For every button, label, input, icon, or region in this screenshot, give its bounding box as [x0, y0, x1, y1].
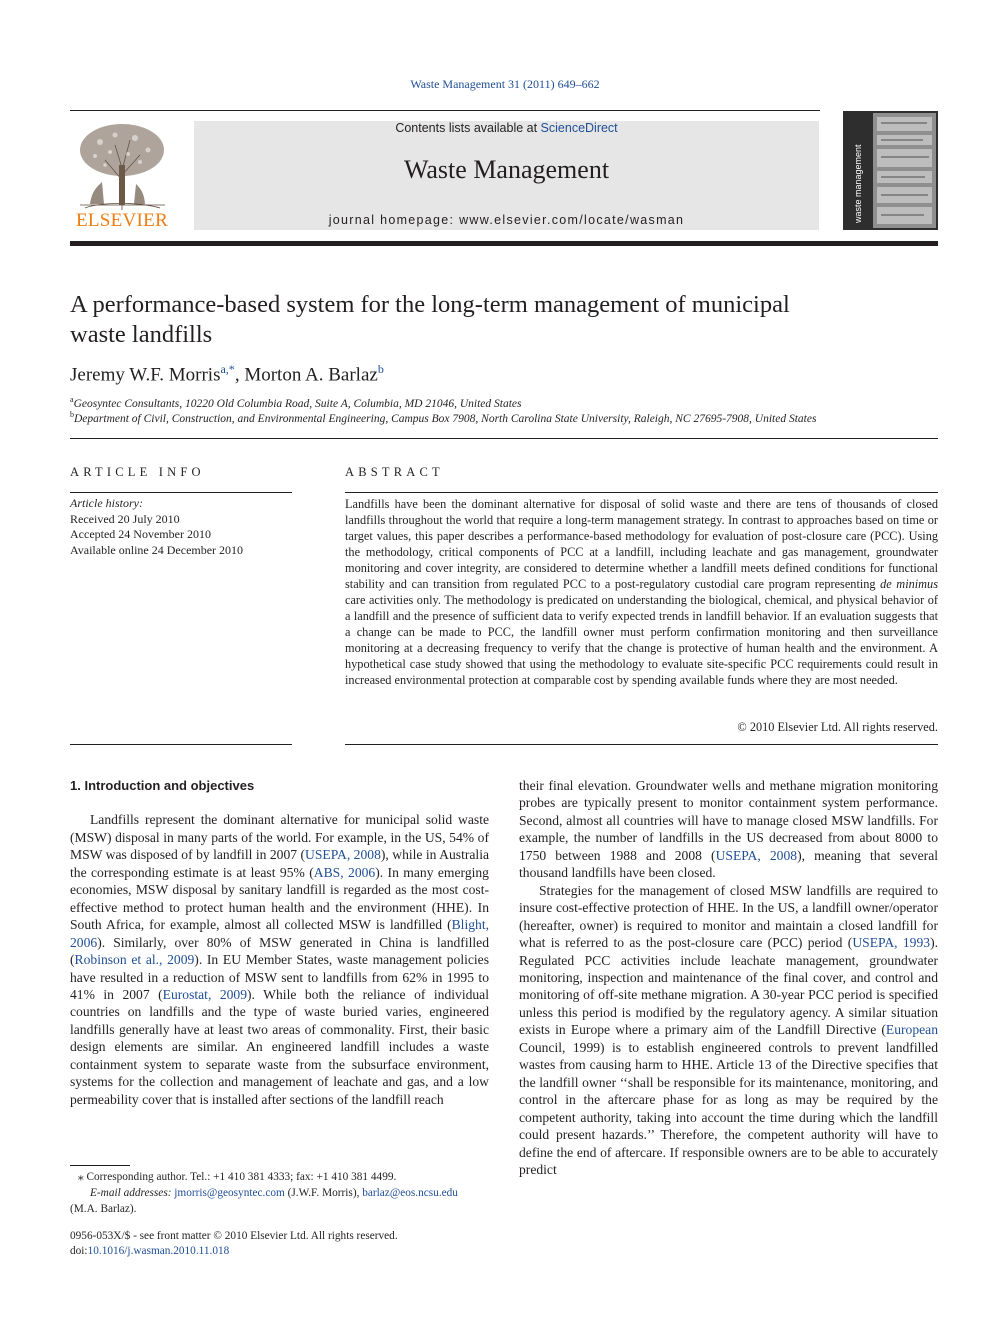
doi-label: doi: [70, 1245, 88, 1257]
citation-link[interactable]: European [885, 1022, 938, 1038]
paragraph-text: ). In many emerging economies, MSW disposal by sanitary landfill is regarded as the most cost-effective method to protect human health and the environment (HHE). In South Africa, for example, almost all collected MSW is landfilled ( [70, 864, 489, 933]
affil-b-marker: b [70, 410, 74, 419]
footnote-emails [70, 1185, 490, 1201]
front-matter-notice [70, 1229, 398, 1259]
abstract-part-2: care activities only. The methodology is predicated on understanding the biological, chemical, and physical behavior of a landfill and the presence of sufficient data to verify expected trends in landfill behavior. If an evaluation suggests that a change can be made to PCC, the landfill owner must perform confirmation monitoring and then surveillance monitoring at a decreasing frequency to verify that the change is protective of human health and the environment. A hypothetical case study showed that using the methodology to evaluate site-specific PCC requirements could result in increased environmental protection at comparable cost by spending available funds where they are most needed. [345, 593, 938, 687]
paragraph-text: Landfills represent the dominant alternative for municipal solid waste (MSW) disposal in many parts of the world. For example, in the US, 54% of MSW was disposed of by landfill in 2007 ( [70, 812, 489, 863]
citation-link[interactable]: USEPA, 2008 [305, 847, 381, 863]
email-morris-link[interactable]: jmorris@geosyntec.com [174, 1187, 285, 1199]
intro-paragraph-1 [70, 811, 489, 1108]
citation-link[interactable]: USEPA, 1993 [852, 935, 931, 951]
author-morris[interactable]: Jeremy W.F. Morris [70, 364, 221, 386]
email-label: E-mail addresses: [90, 1187, 175, 1199]
email-morris-owner: (J.W.F. Morris), [284, 1187, 363, 1199]
citation-link[interactable]: USEPA, 2008 [715, 847, 798, 863]
cover-title: waste management [853, 144, 863, 223]
body-right-column [519, 777, 938, 1178]
abstract-copyright: © 2010 Elsevier Ltd. All rights reserved. [737, 720, 938, 734]
title-line-2: waste landfills [70, 321, 213, 348]
paragraph-text: their final elevation. Groundwater wells and methane migration monitoring probes are typically present to monitor containment system performance. Second, almost all countries will have to manage closed MSW landfills. For example, the number of landfills in the US decreased from about 8000 to 1750 between 1988 and 2008 ( [519, 778, 938, 863]
abstract-rule [345, 492, 938, 493]
journal-name: Waste Management [403, 155, 610, 184]
footnote-rule [70, 1165, 130, 1166]
citation-link[interactable]: ABS, 2006 [313, 864, 376, 880]
abstract-italic: de minimus [880, 577, 938, 591]
footnote-star: ⁎ [78, 1171, 84, 1183]
affil-a-text: Geosyntec Consultants, 10220 Old Columbia Road, Suite A, Columbia, MD 21046, United States [73, 397, 522, 410]
sciencedirect-link[interactable]: ScienceDirect [540, 121, 618, 135]
affiliation-a [70, 395, 522, 410]
paragraph-text: Strategies for the management of closed MSW landfills are required to insure cost-effective protection of HHE. In the US, a landfill owner/operator (hereafter, owner) is required to monitor and maintain a closed landfill for what is referred to as the post-closure care (PCC) period ( [519, 882, 938, 951]
journal-citation[interactable]: Waste Management 31 (2011) 649–662 [410, 77, 600, 91]
author-separator: , [234, 364, 245, 386]
abstract-part-1: Landfills have been the dominant alternative for disposal of solid waste and there are tens of thousands of closed landfills throughout the world that require a long-term management strategy. In contrast to approaches based on time or target values, this paper describes a performance-based methodology for evaluation of post-closure care (PCC). Using the methodology, critical components of PCC at a landfill, including leachate and gas management, groundwater monitoring and cover integrity, are considered to determine whether a landfill meets defined conditions for functional stability and can transition from regulated PCC to a post-regulatory custodial care program representing [345, 497, 938, 591]
accepted-date: Accepted 24 November 2010 [70, 527, 211, 541]
footnote-email-owner-2: (M.A. Barlaz). [70, 1203, 137, 1215]
elsevier-wordmark: ELSEVIER [75, 210, 169, 231]
paragraph-text: ), meaning that several thousand landfills have been closed. [519, 847, 939, 881]
affiliation-b [70, 410, 816, 425]
abstract-bottom-rule [345, 744, 938, 745]
article-info-heading: ARTICLE INFO [70, 465, 205, 479]
journal-homepage[interactable]: journal homepage: www.elsevier.com/locate/wasman [328, 213, 685, 227]
abstract-text [345, 496, 938, 688]
citation-link[interactable]: Eurostat, 2009 [162, 986, 248, 1002]
title-line-1: A performance-based system for the long-term management of municipal [70, 291, 790, 318]
paragraph-text: ). While both the reliance of individual countries on landfills and the type of waste buried varies, engineered landfills generally have at least two areas of commonality. First, their basic design elements are similar. An engineered landfill includes a waste containment system to separate waste from the subsurface environment, systems for the collection and management of leachate and gas, and a low permeability cover that is installed after sections of the landfill reach [70, 986, 489, 1107]
issn-line: 0956-053X/$ - see front matter © 2010 Elsevier Ltd. All rights reserved. [70, 1230, 398, 1242]
corresponding-author-footnote [70, 1169, 490, 1217]
online-date: Available online 24 December 2010 [70, 542, 244, 557]
history-label: Article history: [70, 496, 143, 510]
footnote-contact: Corresponding author. Tel.: +1 410 381 4333; fax: +1 410 381 4499. [83, 1171, 397, 1183]
author-barlaz-affil[interactable]: b [377, 362, 384, 376]
tree-icon [70, 120, 174, 212]
paragraph-text: ). In EU Member States, waste management policies have resulted in a reduction of MSW sent to landfills from 62% in 1995 to 41% in 2007 ( [70, 952, 490, 1002]
footnote-line-1 [70, 1169, 490, 1185]
paragraph-text: ), while in Australia the corresponding estimate is at least 95% ( [70, 847, 490, 880]
article-title [70, 290, 910, 350]
article-info-rule [70, 492, 292, 493]
paragraph-text: Council, 1999) is to establish engineered controls to prevent landfilled wastes from causing harm to HHE. Article 13 of the Directive specifies that the landfill owner ‘‘shall be responsible for its maintenance, monitoring, and control in the aftercare phase for as long as may be required by the competent authority, taking into account the time during which the landfill could present hazards.’’ Therefore, the competent authority will have to define the end of aftercare. If responsible owners are to be able to accurately predict [519, 1039, 938, 1177]
contents-line [194, 121, 819, 135]
title-block-rule [70, 438, 938, 439]
intro-paragraph-3 [519, 882, 938, 1179]
body-left-column [70, 777, 489, 1108]
email-barlaz-link[interactable]: barlaz@eos.ncsu.edu [362, 1187, 458, 1199]
section-heading-intro: 1. Introduction and objectives [70, 778, 255, 793]
citation-link[interactable]: Blight, 2006 [70, 917, 489, 950]
doi-link[interactable]: 10.1016/j.wasman.2010.11.018 [87, 1245, 230, 1257]
header-rule [70, 110, 820, 111]
author-list [70, 362, 384, 386]
paragraph-text: ). Regulated PCC activities include leachate management, groundwater monitoring, inspection and maintenance of the final cover, and control and monitoring of off-site methane migration. A 30-year PCC period is specified unless this period is modified by the regulatory agency. A similar situation exists in Europe where a primary aim of the Landfill Directive ( [519, 935, 939, 1038]
author-barlaz[interactable]: Morton A. Barlaz [244, 364, 378, 386]
journal-cover-thumbnail [843, 111, 938, 230]
doi-line [70, 1244, 398, 1259]
abstract-heading: ABSTRACT [345, 465, 444, 479]
article-history [70, 496, 243, 558]
header-thick-rule [70, 241, 938, 246]
author-morris-affil[interactable]: a,* [220, 362, 235, 376]
intro-paragraph-2 [519, 777, 938, 882]
affil-b-text: Department of Civil, Construction, and Environmental Engineering, Campus Box 7908, North Carolina State University, Raleigh, NC 27695-7908, United States [74, 412, 817, 425]
article-info-bottom-rule [70, 744, 292, 745]
received-date: Received 20 July 2010 [70, 511, 180, 526]
affil-a-marker: a [70, 395, 74, 404]
cover-image-icon [843, 111, 938, 230]
contents-prefix: Contents lists available at [395, 121, 541, 135]
paragraph-text: ). Similarly, over 80% of MSW generated in China is landfilled ( [70, 934, 489, 968]
citation-link[interactable]: Robinson et al., 2009 [74, 952, 195, 968]
